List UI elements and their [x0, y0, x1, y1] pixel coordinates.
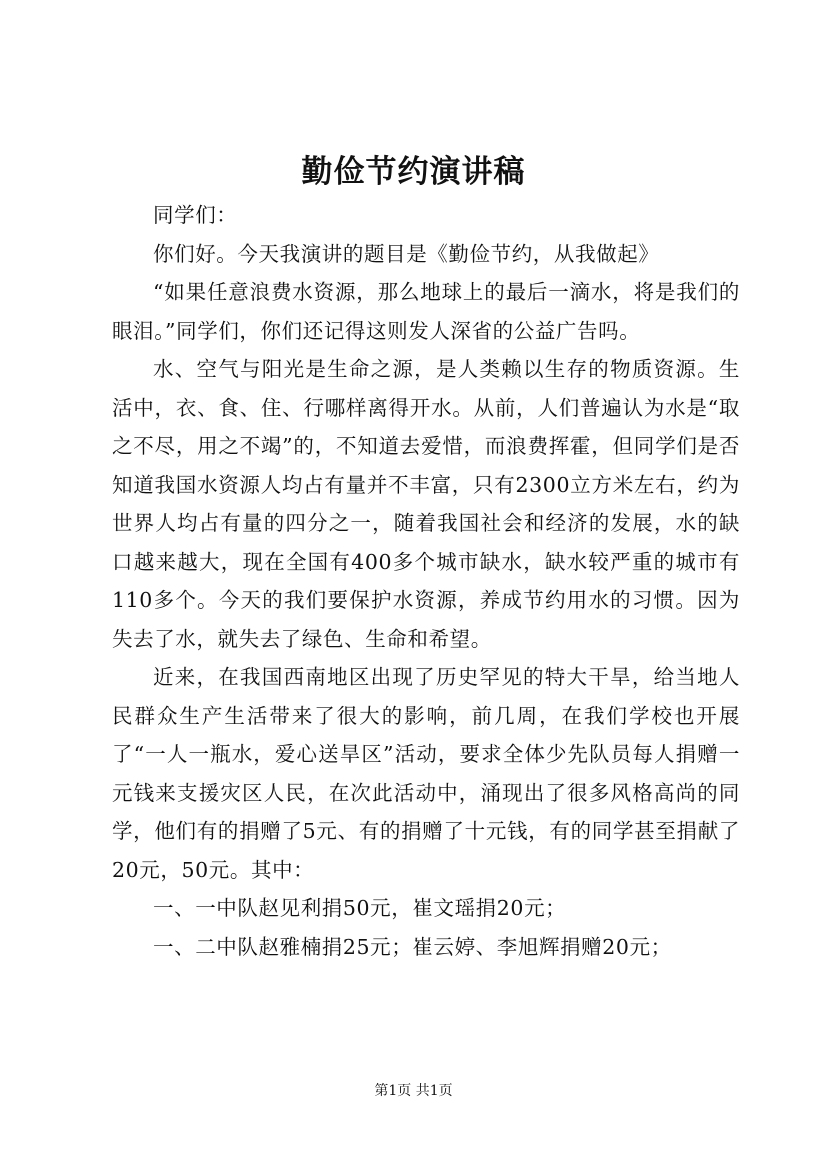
paragraph-donation-1: 一、一中队赵见利捐50元，崔文瑶捐20元；: [153, 896, 567, 920]
paragraph-greeting: 你们好。今天我演讲的题目是《勤俭节约，从我做起》: [153, 241, 660, 266]
paragraph-water-resources: 水、空气与阳光是生命之源，是人类赖以生存的物质资源。生活中，衣、食、住、行哪样离得开水。从前，人们普遍认为水是“取之不尽，用之不竭”的，不知道去爱惜，而浪费挥霍，但同学们是否知道我国水资源人均占有量并不丰富，只有2300立方米左右，约为世界人均占有量的四分之一，随着我国社会和经济的发展，水的缺口越来越大，现在全国有400多个城市缺水，缺水较严重的城市有110多个。今天的我们要保护水资源，养成节约用水的习惯。因为失去了水，就失去了绿色、生命和希望。: [112, 357, 740, 651]
document-body: [112, 196, 740, 966]
page-number-footer: 第1页 共1页: [374, 1083, 453, 1099]
document-title: 勤俭节约演讲稿: [301, 154, 526, 190]
paragraph-quote: “如果任意浪费水资源，那么地球上的最后一滴水，将是我们的眼泪。”同学们，你们还记得这则发人深省的公益广告吗。: [112, 280, 740, 343]
paragraph-salutation: 同学们：: [153, 203, 238, 227]
paragraph-donation-2: 一、二中队赵雅楠捐25元；崔云婷、李旭辉捐赠20元；: [153, 934, 672, 959]
paragraph-drought-activity: 近来，在我国西南地区出现了历史罕见的特大干旱，给当地人民群众生产生活带来了很大的影响，前几周，在我们学校也开展了“一人一瓶水，爱心送旱区”活动，要求全体少先队员每人捐赠一元钱来支援灾区人民，在次此活动中，涌现出了很多风格高尚的同学，他们有的捐赠了5元、有的捐赠了十元钱，有的同学甚至捐献了20元，50元。其中：: [112, 665, 740, 882]
